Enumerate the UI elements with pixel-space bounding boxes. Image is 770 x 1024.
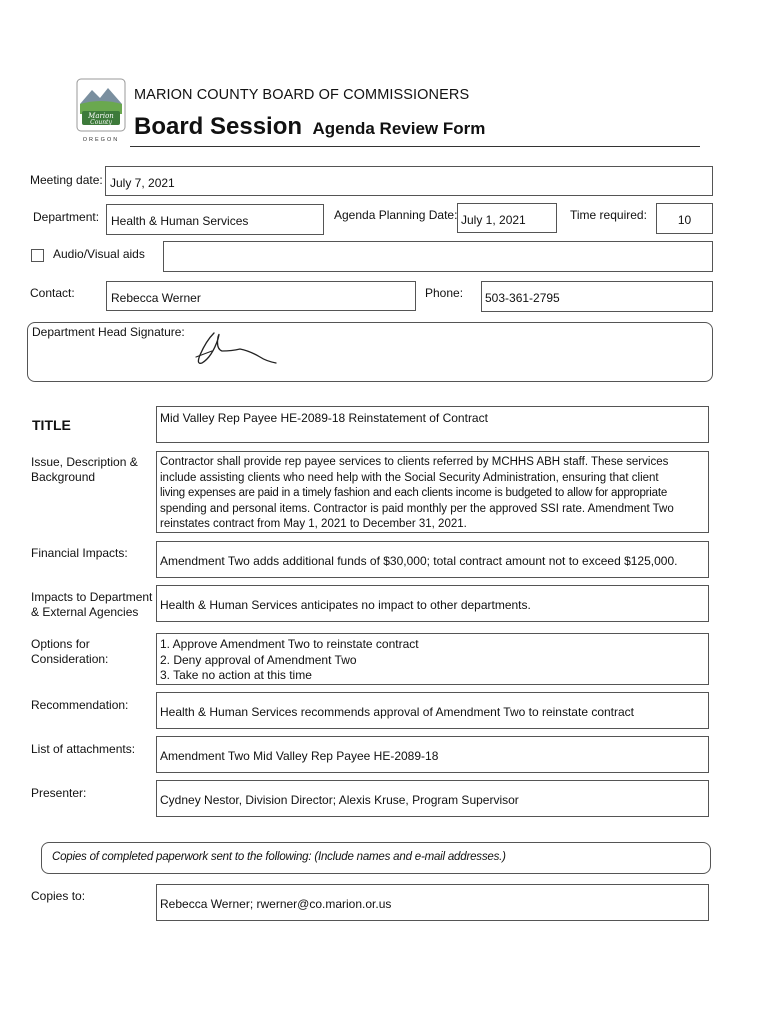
option-item: 2. Deny approval of Amendment Two [160,652,357,667]
meeting-date-label: Meeting date: [30,173,103,187]
meeting-date-field[interactable] [105,166,713,196]
department-label: Department: [33,210,100,224]
issue-line: living expenses are paid in a timely fashion and each clients income is budgeted to allow for appropriate [160,487,668,499]
form-title-main: Board Session [134,113,303,140]
county-logo [76,78,126,146]
logo-graphic [76,78,126,146]
options-field[interactable] [156,633,709,685]
issue-label-line-2: Background [31,470,96,484]
signature-label: Department Head Signature: [32,325,185,339]
issue-line: reinstates contract from May 1, 2021 to December 31, 2021. [160,518,467,530]
time-required-label: Time required: [570,208,647,222]
issue-label-line-1: Issue, Description & [31,455,138,469]
meeting-date-value: July 7, 2021 [110,176,175,190]
options-label-line-2: Consideration: [31,652,109,666]
department-value: Health & Human Services [111,214,249,228]
av-field[interactable] [163,241,713,272]
impacts-field[interactable] [156,585,709,622]
signature-mark [192,327,282,371]
recommendation-value: Health & Human Services recommends approval of Amendment Two to reinstate contract [160,705,635,719]
attachments-field[interactable] [156,736,709,773]
financial-label: Financial Impacts: [31,546,128,560]
copies-note-box [41,842,711,874]
financial-value: Amendment Two adds additional funds of $30,000; total contract amount not to exceed $125,000. [160,554,678,568]
recommendation-field[interactable] [156,692,709,729]
copies-note: Copies of completed paperwork sent to the following: (Include names and e-mail addresses.) [52,851,506,863]
attachments-value: Amendment Two Mid Valley Rep Payee HE-2089-18 [160,749,439,763]
presenter-value: Cydney Nestor, Division Director; Alexis Kruse, Program Supervisor [160,793,519,807]
impacts-label [31,590,152,620]
form-title [134,113,485,141]
contact-label: Contact: [30,286,75,300]
issue-line: include assisting clients who need help with the Social Security Administration, ensuring that client [160,471,659,484]
form-title-sub: Agenda Review Form [312,119,486,138]
av-label: Audio/Visual aids [53,247,145,261]
copies-label: Copies to: [31,889,86,903]
planning-date-field[interactable] [457,203,557,233]
option-item: 3. Take no action at this time [160,668,312,682]
av-checkbox[interactable] [31,249,44,262]
time-required-value: 10 [677,213,692,227]
copies-value: Rebecca Werner; rwerner@co.marion.or.us [160,897,392,911]
header-rule [130,146,700,147]
attachments-label: List of attachments: [31,742,136,756]
impacts-value: Health & Human Services anticipates no impact to other departments. [160,598,531,612]
phone-value: 503-361-2795 [485,291,560,305]
option-item: 1. Approve Amendment Two to reinstate contract [160,637,419,651]
impacts-label-line-2: & External Agencies [31,605,139,619]
svg-text:Marion: Marion [88,112,114,120]
planning-date-value: July 1, 2021 [461,213,526,227]
issue-line: Contractor shall provide rep payee services to clients referred by MCHHS ABH staff. These services [160,456,669,468]
presenter-field[interactable] [156,780,709,817]
issue-line: spending and personal items. Contractor is paid monthly per the approved SSI rate. Amendment Two [160,502,674,515]
copies-field[interactable] [156,884,709,921]
title-label: TITLE [32,417,71,433]
issue-label [31,455,138,485]
org-name: MARION COUNTY BOARD OF COMMISSIONERS [134,87,470,103]
options-label [31,637,108,667]
impacts-label-line-1: Impacts to Department [31,590,153,604]
logo-state-text: OREGON [82,137,120,143]
planning-date-label: Agenda Planning Date: [334,208,458,222]
phone-label: Phone: [425,286,464,300]
phone-field[interactable] [481,281,713,312]
title-field[interactable] [156,406,709,443]
time-required-field[interactable] [656,203,713,234]
contact-value: Rebecca Werner [111,291,201,305]
financial-field[interactable] [156,541,709,578]
options-label-line-1: Options for [31,637,90,651]
title-value: Mid Valley Rep Payee HE-2089-18 Reinstatement of Contract [160,411,488,425]
signature-box[interactable] [27,322,713,382]
department-field[interactable] [106,204,324,235]
svg-text:County: County [90,119,112,126]
contact-field[interactable] [106,281,416,311]
presenter-label: Presenter: [31,786,87,800]
issue-field[interactable] [156,451,709,533]
recommendation-label: Recommendation: [31,698,129,712]
